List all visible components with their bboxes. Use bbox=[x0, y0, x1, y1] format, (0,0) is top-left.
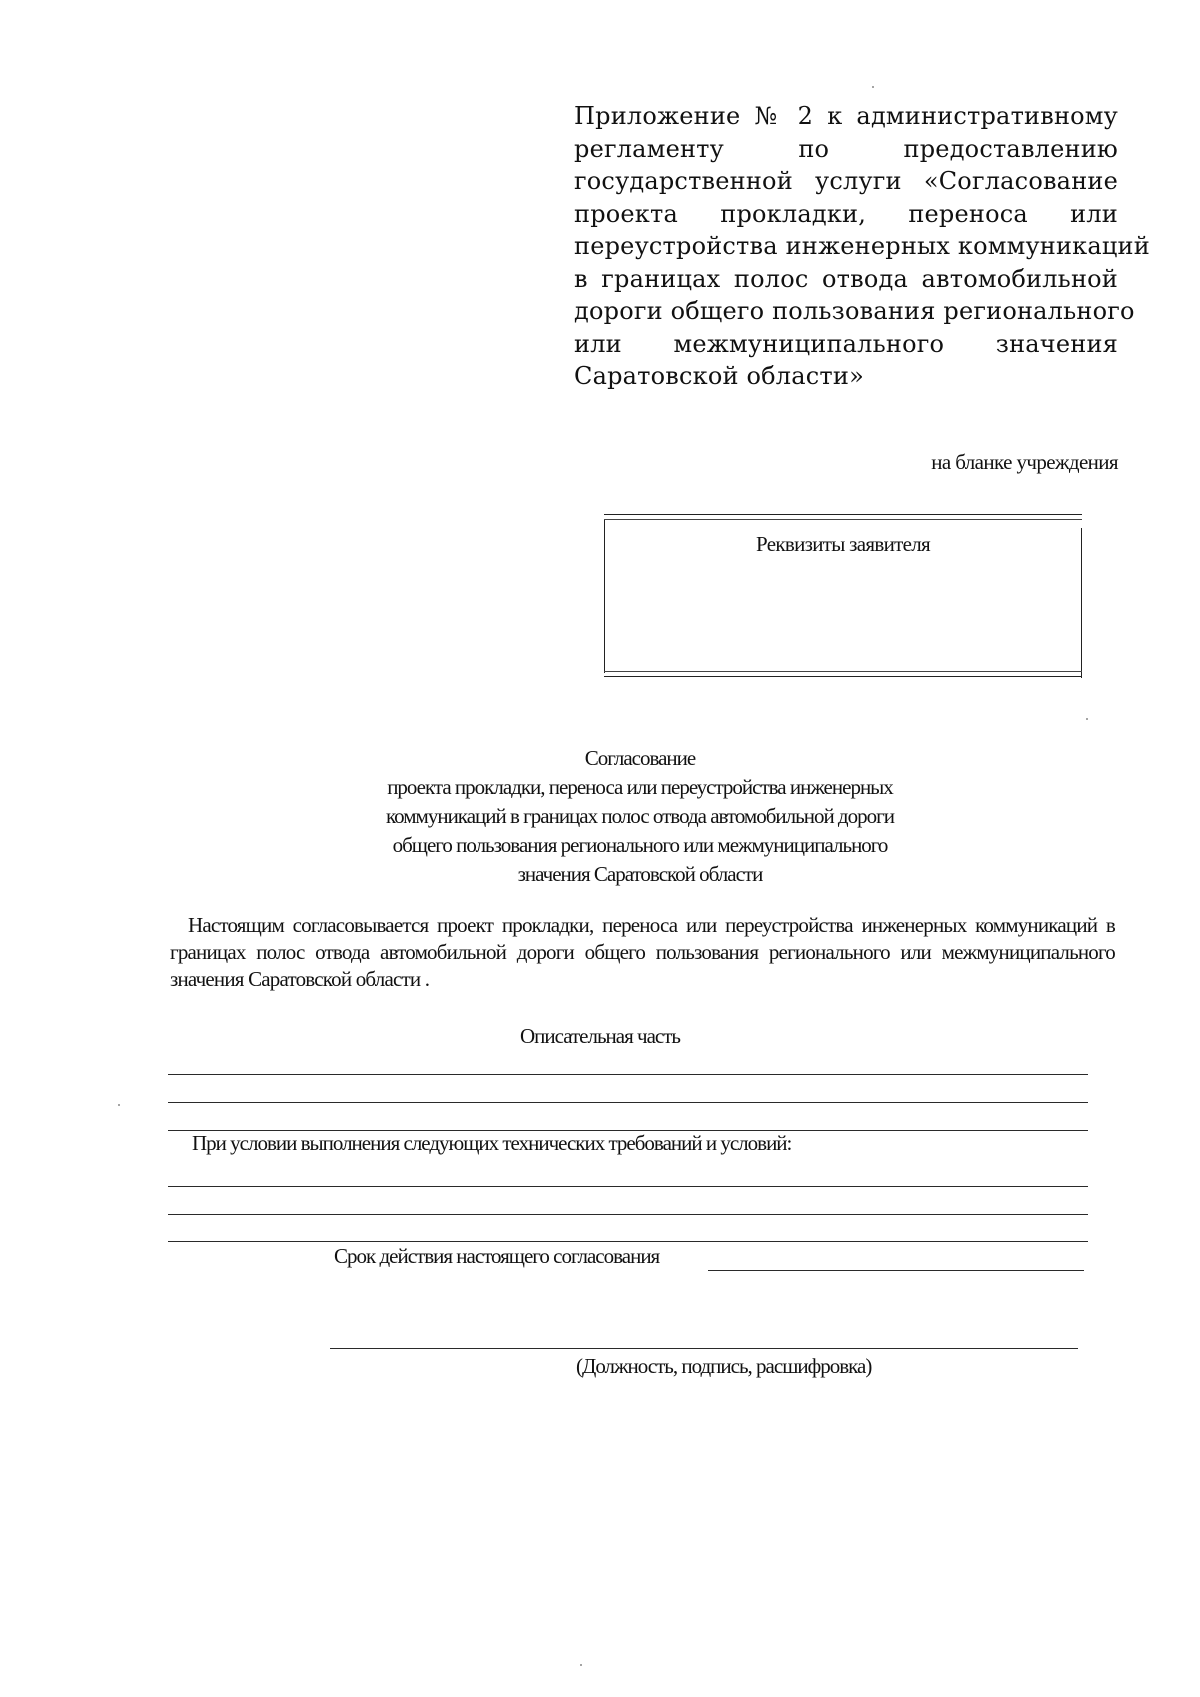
scan-speck bbox=[872, 86, 874, 88]
title-subtitle-line: проекта прокладки, переноса или переустройства инженерных bbox=[387, 775, 893, 799]
appendix-line: переустройства инженерных коммуникаций bbox=[574, 232, 1150, 260]
box-top-border bbox=[604, 514, 1082, 520]
scan-speck bbox=[580, 1664, 582, 1666]
appendix-line: проекта прокладки, переноса или bbox=[574, 199, 1118, 228]
letterhead-note: на бланке учреждения bbox=[931, 450, 1118, 474]
document-title bbox=[300, 744, 980, 889]
applicant-details-label: Реквизиты заявителя bbox=[756, 532, 930, 556]
appendix-line: Приложение № 2 к административному bbox=[574, 102, 1118, 130]
scan-speck bbox=[1086, 718, 1088, 720]
box-bottom-border bbox=[604, 671, 1082, 677]
descriptive-fill-line bbox=[168, 1102, 1088, 1103]
validity-period-label: Срок действия настоящего согласования bbox=[334, 1244, 660, 1268]
title-subtitle-line: значения Саратовской области bbox=[517, 862, 763, 886]
appendix-line: в границах полос отвода автомобильной bbox=[574, 264, 1118, 293]
appendix-line: государственной услуги «Согласование bbox=[574, 167, 1118, 195]
validity-period-fill-line bbox=[708, 1270, 1084, 1271]
appendix-line: регламенту по предоставлению bbox=[574, 134, 1118, 163]
descriptive-fill-line bbox=[168, 1074, 1088, 1075]
signature-fill-line bbox=[330, 1348, 1078, 1349]
scan-speck bbox=[118, 1104, 120, 1106]
appendix-line: Саратовской области» bbox=[574, 362, 864, 390]
conditions-fill-line bbox=[168, 1186, 1088, 1187]
body-paragraph: Настоящим согласовывается проект прокладки, переноса или переустройства инженерных коммуникаций в границах полос отвода автомобильной дороги общего пользования регионального или межмуниципального значения Саратовской области . bbox=[170, 913, 1115, 991]
applicant-details-box bbox=[604, 514, 1082, 677]
signature-caption: (Должность, подпись, расшифровка) bbox=[576, 1354, 872, 1378]
title-subtitle-line: коммуникаций в границах полос отвода автомобильной дороги bbox=[386, 804, 894, 828]
conditions-fill-line bbox=[168, 1214, 1088, 1215]
title-main: Согласование bbox=[584, 746, 696, 770]
conditions-section-label: При условии выполнения следующих технических требований и условий: bbox=[192, 1131, 792, 1155]
title-subtitle-line: общего пользования регионального или межмуниципального bbox=[392, 833, 888, 857]
conditions-fill-line bbox=[168, 1241, 1088, 1242]
appendix-line: дороги общего пользования регионального bbox=[574, 297, 1135, 325]
appendix-line: или межмуниципального значения bbox=[574, 329, 1118, 358]
descriptive-section-label: Описательная часть bbox=[520, 1024, 680, 1048]
appendix-header bbox=[574, 100, 1150, 393]
